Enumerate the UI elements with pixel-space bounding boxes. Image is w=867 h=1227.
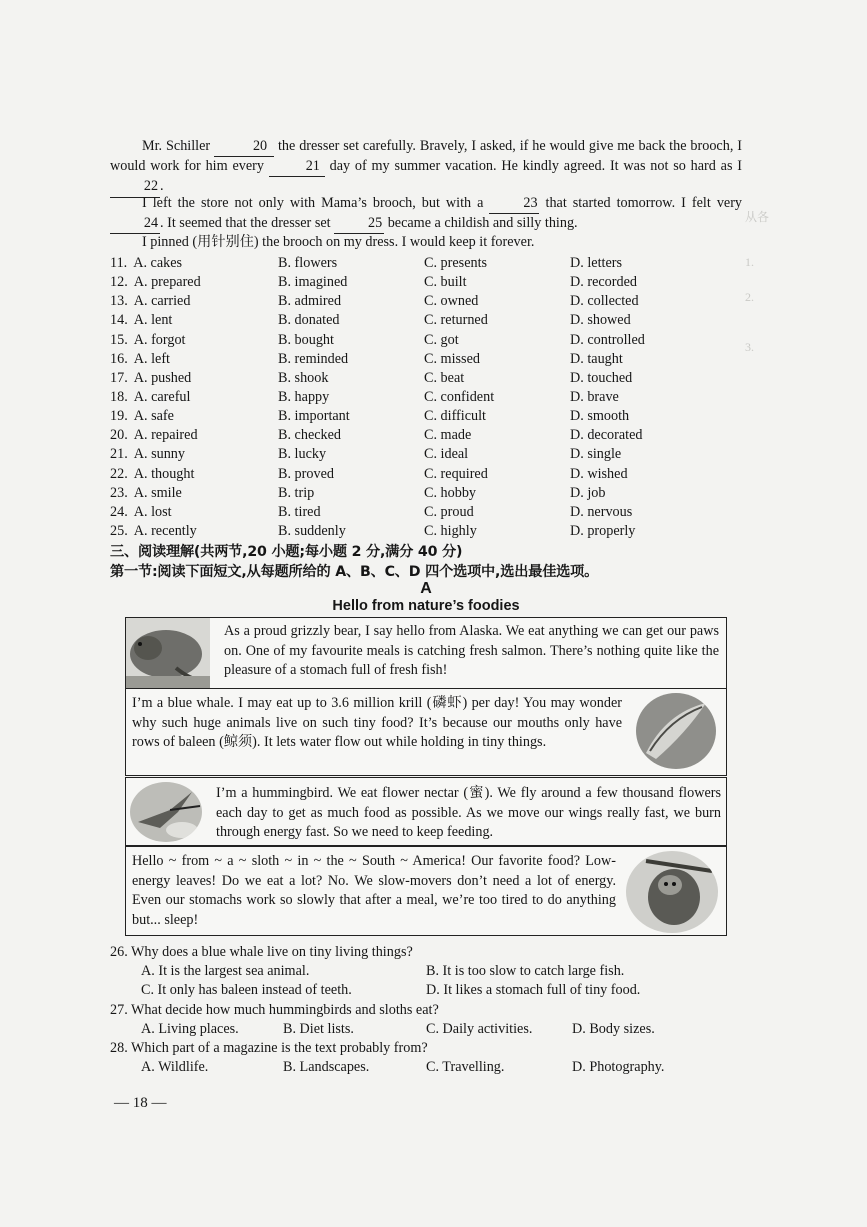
option-cell: B. proved — [278, 465, 334, 482]
section-instruction: 第一节:阅读下面短文,从每题所给的 A、B、C、D 四个选项中,选出最佳选项。 — [110, 564, 599, 580]
option-row — [110, 273, 750, 292]
option-cell — [110, 254, 278, 273]
option-row — [110, 484, 750, 503]
option-choice: A. cakes — [133, 255, 183, 271]
option-choice: A. forgot — [133, 331, 186, 348]
option-cell: B. lucky — [278, 446, 327, 463]
option-row — [110, 426, 750, 445]
option-row — [110, 522, 750, 541]
bear-box — [125, 617, 727, 689]
option-number: 13. — [110, 293, 128, 310]
option-choice: A. carried — [133, 293, 191, 310]
text-run: I left the store not only with Mama’s brooch, but with a — [142, 195, 484, 211]
option-cell — [110, 273, 278, 292]
option-number: 24. — [110, 503, 128, 520]
sloth-photo — [626, 851, 718, 933]
sloth-text: Hello ~ from ~ a ~ sloth ~ in ~ the ~ South ~ America! Our favorite food? Low-energy leaves! Do we eat a lot? No. We slow-movers don’t need a lot of energy. Even our stomachs work so slowly that after a meal, we’re too tired to do anything but... sleep! — [132, 853, 616, 928]
option-cell: C. required — [424, 465, 488, 482]
option-cell: D. properly — [570, 522, 636, 539]
bleed-through-text: 1. — [745, 255, 754, 269]
option-cell: B. donated — [278, 312, 340, 329]
option-cell — [110, 522, 278, 541]
question-stem: Why does a blue whale live on tiny living things? — [131, 944, 413, 960]
text-run: became a childish and silly thing. — [387, 215, 578, 232]
option-cell — [110, 426, 278, 445]
option-cell — [110, 503, 278, 522]
section-heading: 三、阅读理解(共两节,20 小题;每小题 2 分,满分 40 分) — [110, 544, 463, 560]
option-cell — [110, 445, 278, 464]
option-cell: D. job — [570, 484, 606, 501]
option-cell: C. confident — [424, 388, 495, 405]
option-cell: D. touched — [570, 369, 633, 386]
option-number: 25. — [110, 522, 128, 539]
option-cell: D. decorated — [570, 427, 643, 444]
question-stem: What decide how much hummingbirds and sloths eat? — [131, 1002, 439, 1018]
option-cell: C. difficult — [424, 408, 487, 425]
option-cell — [110, 407, 278, 426]
bleed-through-text: 3. — [745, 340, 754, 354]
option-row — [110, 407, 750, 426]
option-cell: B. happy — [278, 388, 330, 405]
option-number: 21. — [110, 446, 128, 463]
blank-20: 20 — [214, 137, 274, 157]
option-choice: A. pushed — [133, 369, 192, 386]
option-cell: D. controlled — [570, 331, 645, 348]
option-row — [110, 292, 750, 311]
bear-text: As a proud grizzly bear, I say hello from Alaska. We eat anything we can get our paws on. One of my favourite meals is catching fresh salmon. There’s nothing quite like the pleasure of a stomach full of fresh fish! — [224, 623, 719, 679]
option-cell: D. wished — [570, 465, 628, 482]
cloze-options — [110, 254, 750, 541]
option-choice: A. left — [133, 350, 170, 367]
option-cell: D. recorded — [570, 274, 637, 291]
option-row — [110, 311, 750, 330]
option-number: 18. — [110, 388, 128, 405]
option-number: 12. — [110, 274, 128, 291]
option-cell: C. hobby — [424, 484, 477, 501]
option-cell: D. nervous — [570, 503, 633, 520]
option-cell: D. showed — [570, 312, 631, 329]
text-run: . It seemed that the dresser set — [160, 215, 331, 232]
option-cell: B. trip — [278, 484, 315, 501]
option-cell: C. beat — [424, 369, 465, 386]
hummingbird-photo — [130, 782, 202, 842]
option-cell: D. single — [570, 446, 622, 463]
option-choice: A. smile — [133, 484, 182, 501]
option-cell: B. bought — [278, 331, 334, 348]
option-cell: C. owned — [424, 293, 479, 310]
blank-25: 25 — [334, 214, 384, 234]
question-28 — [110, 1039, 428, 1058]
option-number: 22. — [110, 465, 128, 482]
page-number: — 18 — — [114, 1095, 167, 1111]
option-row — [110, 388, 750, 407]
blank-22: 22 — [110, 177, 160, 197]
option-choice: A. recently — [133, 522, 197, 539]
option-cell — [110, 484, 278, 503]
option-28-a: A. Wildlife. — [141, 1059, 209, 1075]
option-cell: C. ideal — [424, 446, 469, 463]
question-26 — [110, 943, 413, 962]
option-27-b: B. Diet lists. — [283, 1021, 354, 1037]
option-27-a: A. Living places. — [141, 1021, 239, 1037]
option-28-c: C. Travelling. — [426, 1059, 505, 1075]
text-run: I pinned (用针别住) the brooch on my dress. I would keep it forever. — [142, 234, 535, 250]
option-choice: A. careful — [133, 388, 191, 405]
option-choice: A. safe — [133, 408, 174, 425]
option-28-d: D. Photography. — [572, 1059, 665, 1075]
option-cell: C. presents — [424, 255, 488, 271]
passage-paragraph-2 — [110, 194, 742, 234]
option-number: 20. — [110, 427, 128, 444]
option-choice: A. sunny — [133, 446, 185, 463]
bleed-through-text: 2. — [745, 290, 754, 304]
text-run: the dresser set carefully. Bravely, I asked, if he would give me back the brooch, I would work for him every — [110, 138, 742, 175]
option-cell: C. proud — [424, 503, 474, 520]
option-cell: D. brave — [570, 388, 619, 405]
hummingbird-box — [125, 777, 727, 846]
option-cell: B. tired — [278, 503, 321, 520]
option-cell: B. suddenly — [278, 522, 346, 539]
question-number: 28. — [110, 1040, 128, 1056]
option-cell: C. made — [424, 427, 472, 444]
blank-21: 21 — [269, 157, 325, 177]
blue-whale-photo — [636, 693, 716, 769]
passage-paragraph-1 — [110, 137, 742, 198]
question-number: 26. — [110, 944, 128, 960]
option-cell: C. missed — [424, 350, 480, 367]
option-row — [110, 465, 750, 484]
sloth-box — [125, 846, 727, 936]
text-run: day of my summer vacation. He kindly agreed. It was not so hard as I — [329, 158, 743, 175]
option-row — [110, 503, 750, 522]
blank-24: 24 — [110, 214, 160, 234]
option-cell: C. returned — [424, 312, 488, 329]
option-choice: A. thought — [133, 465, 195, 482]
option-cell: D. letters — [570, 255, 623, 271]
option-number: 19. — [110, 408, 128, 425]
whale-box — [125, 688, 727, 776]
option-cell — [110, 292, 278, 311]
text-run: that started tomorrow. I felt very — [545, 195, 743, 211]
option-cell — [110, 388, 278, 407]
option-cell — [110, 331, 278, 350]
option-number: 15. — [110, 331, 128, 348]
option-row — [110, 445, 750, 464]
option-26-b: B. It is too slow to catch large fish. — [426, 963, 625, 979]
option-choice: A. prepared — [133, 274, 201, 291]
option-cell: D. taught — [570, 350, 623, 367]
option-row — [110, 369, 750, 388]
text-run: Mr. Schiller — [142, 138, 211, 154]
option-cell — [110, 465, 278, 484]
option-cell: B. shook — [278, 369, 329, 386]
option-cell: B. flowers — [278, 255, 338, 271]
option-row — [110, 331, 750, 350]
option-cell: C. built — [424, 274, 467, 291]
option-27-d: D. Body sizes. — [572, 1021, 655, 1037]
question-27 — [110, 1001, 439, 1020]
option-28-b: B. Landscapes. — [283, 1059, 370, 1075]
hummingbird-text: I’m a hummingbird. We eat flower nectar (蜜). We fly around a few thousand flowers each day to get as much food as possible. As we move our wings really fast, we burn through energy fast. So we need to keep feeding. — [216, 785, 721, 841]
grizzly-bear-photo — [126, 618, 210, 688]
option-26-c: C. It only has baleen instead of teeth. — [141, 982, 352, 998]
option-choice: A. repaired — [133, 427, 198, 444]
option-cell: D. collected — [570, 293, 639, 310]
option-number: 14. — [110, 312, 128, 329]
option-cell — [110, 311, 278, 330]
option-number: 17. — [110, 369, 128, 386]
passage-paragraph-3 — [110, 233, 742, 252]
option-27-c: C. Daily activities. — [426, 1021, 533, 1037]
option-cell: D. smooth — [570, 408, 630, 425]
option-number: 11. — [110, 255, 128, 271]
option-26-d: D. It likes a stomach full of tiny food. — [426, 982, 641, 998]
option-cell: B. admired — [278, 293, 342, 310]
option-row — [110, 254, 750, 273]
option-number: 23. — [110, 484, 128, 501]
option-choice: A. lent — [133, 312, 173, 329]
option-26-a: A. It is the largest sea animal. — [141, 963, 310, 979]
option-cell: C. highly — [424, 522, 477, 539]
question-stem: Which part of a magazine is the text probably from? — [131, 1040, 428, 1056]
option-cell: B. reminded — [278, 350, 349, 367]
option-choice: A. lost — [133, 503, 172, 520]
passage-letter: A — [420, 580, 432, 597]
option-row — [110, 350, 750, 369]
whale-text: I’m a blue whale. I may eat up to 3.6 million krill (磷虾) per day! You may wonder why such huge animals live on such tiny food? It’s because our mouths only have rows of baleen (鲸须). It lets water flow out while holding in tiny things. — [132, 695, 622, 751]
text-run: . — [160, 178, 164, 195]
option-cell — [110, 350, 278, 369]
passage-title: Hello from nature’s foodies — [332, 598, 520, 614]
option-cell: B. imagined — [278, 274, 348, 291]
option-cell: B. checked — [278, 427, 342, 444]
option-number: 16. — [110, 350, 128, 367]
option-cell — [110, 369, 278, 388]
blank-23: 23 — [489, 194, 539, 214]
option-cell: C. got — [424, 331, 459, 348]
bleed-through-text: 从各 — [745, 210, 770, 224]
option-cell: B. important — [278, 408, 350, 425]
question-number: 27. — [110, 1002, 128, 1018]
